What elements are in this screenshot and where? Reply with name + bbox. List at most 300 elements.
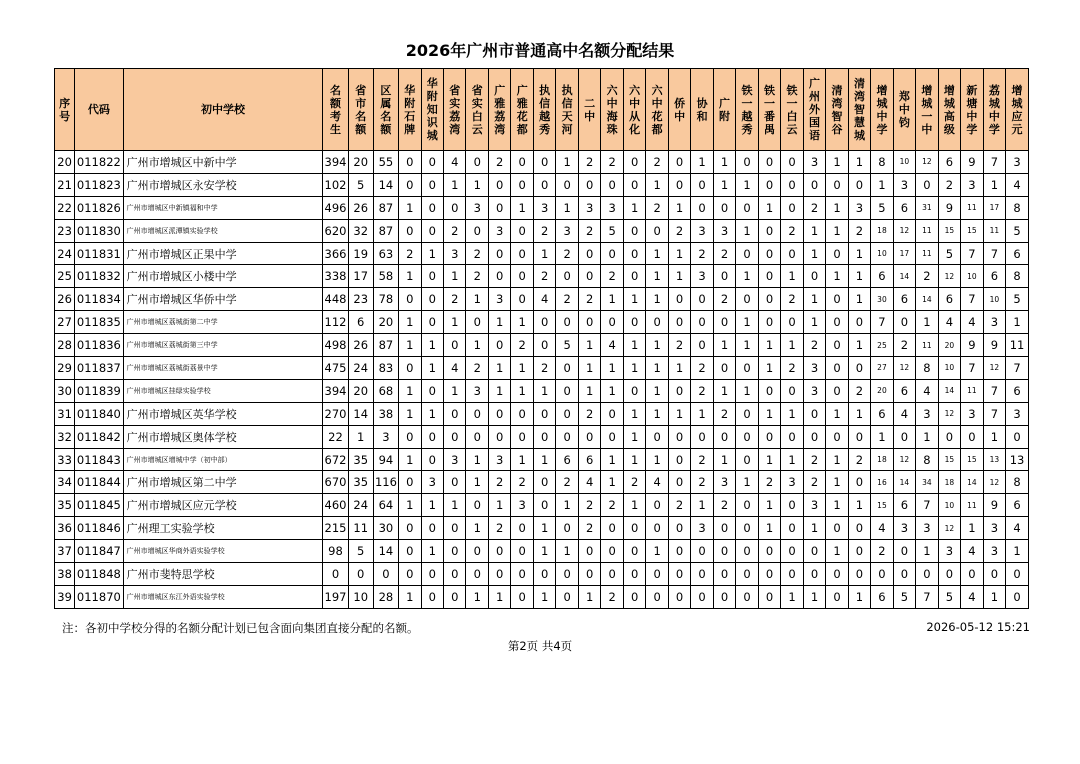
- row-seq-cell: 33: [55, 448, 75, 471]
- quota-cell: 0: [781, 517, 803, 540]
- quota-cell: 0: [803, 173, 825, 196]
- quota-cell: 1: [646, 402, 668, 425]
- quota-cell: 1: [758, 402, 780, 425]
- table-row: [55, 585, 1029, 608]
- quota-cell: 30: [373, 517, 398, 540]
- quota-cell: 17: [348, 265, 373, 288]
- quota-cell: 0: [601, 517, 623, 540]
- quota-cell: 11: [916, 334, 938, 357]
- quota-cell: 4: [916, 379, 938, 402]
- table-row: [55, 334, 1029, 357]
- table-body: [55, 151, 1029, 609]
- table-row: [55, 448, 1029, 471]
- quota-cell: 14: [938, 379, 960, 402]
- quota-cell: 0: [1006, 563, 1029, 586]
- quota-cell: 3: [803, 379, 825, 402]
- quota-cell: 1: [736, 334, 758, 357]
- quota-cell: 1: [578, 585, 600, 608]
- quota-cell: 2: [466, 265, 488, 288]
- quota-cell: 0: [758, 425, 780, 448]
- page-indicator: 第2页 共4页: [507, 639, 573, 653]
- quota-cell: 3: [938, 540, 960, 563]
- column-header: 广 州 外 国 语: [803, 69, 825, 151]
- quota-cell: 2: [803, 471, 825, 494]
- quota-cell: 0: [1006, 585, 1029, 608]
- quota-cell: 0: [421, 151, 443, 174]
- quota-cell: 0: [713, 425, 735, 448]
- school-code-cell: 011847: [75, 540, 123, 563]
- quota-cell: 2: [511, 471, 533, 494]
- quota-cell: 12: [983, 471, 1005, 494]
- quota-cell: 2: [556, 242, 578, 265]
- quota-cell: 8: [1006, 196, 1029, 219]
- quota-cell: 0: [646, 585, 668, 608]
- column-header: 铁 一 越 秀: [736, 69, 758, 151]
- quota-cell: 32: [348, 219, 373, 242]
- quota-cell: 3: [803, 151, 825, 174]
- quota-cell: 3: [373, 425, 398, 448]
- quota-cell: 0: [668, 540, 690, 563]
- quota-cell: 1: [444, 265, 466, 288]
- quota-cell: 1: [758, 494, 780, 517]
- quota-cell: 1: [1006, 540, 1029, 563]
- quota-cell: 1: [421, 494, 443, 517]
- quota-cell: 1: [826, 448, 848, 471]
- school-name-cell: 广州市增城区派潭镇实验学校: [123, 219, 323, 242]
- quota-cell: 2: [444, 288, 466, 311]
- quota-cell: 1: [533, 379, 555, 402]
- quota-cell: 0: [713, 517, 735, 540]
- quota-cell: 0: [578, 540, 600, 563]
- school-code-cell: 011834: [75, 288, 123, 311]
- quota-cell: 0: [444, 540, 466, 563]
- quota-cell: 0: [399, 563, 421, 586]
- quota-cell: 0: [488, 173, 510, 196]
- quota-cell: 1: [758, 357, 780, 380]
- row-seq-cell: 28: [55, 334, 75, 357]
- quota-cell: 1: [578, 334, 600, 357]
- school-name-cell: 广州市增城区奥体学校: [123, 425, 323, 448]
- column-header: 六 中 花 都: [646, 69, 668, 151]
- quota-cell: 0: [623, 173, 645, 196]
- quota-cell: 0: [533, 402, 555, 425]
- quota-cell: 0: [691, 563, 713, 586]
- quota-cell: 15: [938, 448, 960, 471]
- quota-cell: 1: [668, 402, 690, 425]
- quota-cell: 6: [938, 151, 960, 174]
- column-header: 二 中: [578, 69, 600, 151]
- quota-cell: 1: [466, 334, 488, 357]
- quota-cell: 14: [916, 288, 938, 311]
- quota-cell: 23: [348, 288, 373, 311]
- quota-cell: 2: [691, 379, 713, 402]
- quota-cell: 0: [668, 448, 690, 471]
- quota-cell: 8: [1006, 265, 1029, 288]
- quota-cell: 8: [916, 448, 938, 471]
- quota-cell: 0: [533, 471, 555, 494]
- quota-cell: 1: [646, 173, 668, 196]
- quota-cell: 672: [323, 448, 348, 471]
- quota-cell: 0: [713, 563, 735, 586]
- quota-cell: 3: [1006, 402, 1029, 425]
- quota-cell: 34: [916, 471, 938, 494]
- quota-cell: 15: [961, 448, 983, 471]
- quota-cell: 1: [421, 357, 443, 380]
- quota-cell: 3: [466, 196, 488, 219]
- quota-cell: 2: [781, 357, 803, 380]
- quota-cell: 0: [691, 288, 713, 311]
- quota-cell: 1: [601, 471, 623, 494]
- quota-cell: 2: [578, 219, 600, 242]
- quota-cell: 9: [938, 196, 960, 219]
- row-seq-cell: 24: [55, 242, 75, 265]
- quota-cell: 1: [399, 402, 421, 425]
- quota-cell: 3: [713, 471, 735, 494]
- quota-cell: 1: [826, 540, 848, 563]
- row-seq-cell: 32: [55, 425, 75, 448]
- quota-cell: 670: [323, 471, 348, 494]
- table-row: [55, 219, 1029, 242]
- quota-cell: 1: [691, 402, 713, 425]
- quota-cell: 58: [373, 265, 398, 288]
- table-row: [55, 311, 1029, 334]
- quota-cell: 1: [511, 448, 533, 471]
- quota-cell: 0: [736, 494, 758, 517]
- quota-cell: 87: [373, 196, 398, 219]
- quota-cell: 1: [623, 425, 645, 448]
- quota-cell: 394: [323, 379, 348, 402]
- quota-cell: 2: [601, 494, 623, 517]
- table-row: [55, 540, 1029, 563]
- school-name-cell: 广州市斐特思学校: [123, 563, 323, 586]
- row-seq-cell: 38: [55, 563, 75, 586]
- quota-cell: 1: [916, 540, 938, 563]
- quota-cell: 0: [623, 540, 645, 563]
- quota-cell: 2: [893, 334, 915, 357]
- quota-cell: 0: [466, 425, 488, 448]
- quota-cell: 26: [348, 334, 373, 357]
- quota-cell: 18: [938, 471, 960, 494]
- school-code-cell: 011836: [75, 334, 123, 357]
- quota-cell: 0: [466, 540, 488, 563]
- quota-cell: 1: [916, 425, 938, 448]
- column-header: 名 额 考 生: [323, 69, 348, 151]
- quota-cell: 1: [533, 540, 555, 563]
- quota-cell: 3: [444, 448, 466, 471]
- quota-cell: 2: [781, 288, 803, 311]
- quota-cell: 1: [421, 402, 443, 425]
- quota-cell: 0: [556, 425, 578, 448]
- quota-cell: 1: [848, 288, 870, 311]
- quota-cell: 1: [511, 196, 533, 219]
- quota-cell: 496: [323, 196, 348, 219]
- quota-cell: 0: [668, 173, 690, 196]
- quota-cell: 1: [668, 242, 690, 265]
- quota-cell: 7: [916, 494, 938, 517]
- quota-cell: 1: [826, 471, 848, 494]
- quota-cell: 0: [691, 585, 713, 608]
- quota-cell: 0: [736, 151, 758, 174]
- quota-cell: 12: [983, 357, 1005, 380]
- quota-cell: 9: [983, 494, 1005, 517]
- quota-cell: 6: [871, 402, 893, 425]
- quota-cell: 31: [916, 196, 938, 219]
- quota-cell: 3: [983, 540, 1005, 563]
- row-seq-cell: 25: [55, 265, 75, 288]
- row-seq-cell: 36: [55, 517, 75, 540]
- column-header: 增 城 高 级: [938, 69, 960, 151]
- quota-cell: 1: [466, 471, 488, 494]
- quota-cell: 11: [348, 517, 373, 540]
- quota-cell: 0: [444, 563, 466, 586]
- quota-cell: 116: [373, 471, 398, 494]
- quota-cell: 0: [444, 471, 466, 494]
- quota-cell: 3: [691, 517, 713, 540]
- table-header-row: [55, 69, 1029, 151]
- quota-cell: 12: [938, 265, 960, 288]
- school-code-cell: 011831: [75, 242, 123, 265]
- quota-cell: 3: [961, 173, 983, 196]
- row-seq-cell: 20: [55, 151, 75, 174]
- school-name-cell: 广州市增城区英华学校: [123, 402, 323, 425]
- quota-cell: 15: [938, 219, 960, 242]
- quota-cell: 1: [961, 517, 983, 540]
- quota-cell: 14: [348, 402, 373, 425]
- quota-cell: 1: [668, 196, 690, 219]
- quota-cell: 0: [511, 540, 533, 563]
- column-header: 清 湾 智 慧 城: [848, 69, 870, 151]
- quota-cell: 1: [736, 379, 758, 402]
- quota-cell: 0: [578, 242, 600, 265]
- quota-cell: 38: [373, 402, 398, 425]
- quota-cell: 0: [466, 563, 488, 586]
- column-header: 初中学校: [123, 69, 323, 151]
- quota-cell: 6: [1006, 494, 1029, 517]
- quota-cell: 4: [961, 311, 983, 334]
- quota-cell: 1: [348, 425, 373, 448]
- quota-cell: 1: [623, 288, 645, 311]
- quota-cell: 0: [533, 151, 555, 174]
- quota-cell: 10: [983, 288, 1005, 311]
- quota-cell: 0: [533, 563, 555, 586]
- quota-cell: 0: [623, 585, 645, 608]
- school-name-cell: 广州市增城区中新中学: [123, 151, 323, 174]
- row-seq-cell: 23: [55, 219, 75, 242]
- column-header: 区 属 名 额: [373, 69, 398, 151]
- quota-cell: 1: [871, 173, 893, 196]
- column-header: 六 中 海 珠: [601, 69, 623, 151]
- quota-cell: 0: [781, 563, 803, 586]
- quota-cell: 1: [736, 311, 758, 334]
- quota-cell: 1: [488, 585, 510, 608]
- quota-cell: 1: [736, 471, 758, 494]
- document-title: 2026年广州市普通高中名额分配结果: [405, 41, 675, 60]
- quota-cell: 0: [916, 563, 938, 586]
- quota-cell: 0: [511, 517, 533, 540]
- school-code-cell: 011822: [75, 151, 123, 174]
- quota-cell: 2: [781, 219, 803, 242]
- quota-cell: 12: [938, 517, 960, 540]
- quota-cell: 1: [736, 219, 758, 242]
- quota-cell: 0: [421, 196, 443, 219]
- quota-cell: 0: [758, 563, 780, 586]
- quota-cell: 0: [893, 425, 915, 448]
- quota-cell: 1: [578, 357, 600, 380]
- column-header: 六 中 从 化: [623, 69, 645, 151]
- quota-cell: 1: [533, 448, 555, 471]
- quota-cell: 3: [803, 357, 825, 380]
- quota-cell: 0: [444, 425, 466, 448]
- quota-cell: 1: [983, 585, 1005, 608]
- quota-cell: 0: [623, 379, 645, 402]
- quota-cell: 0: [533, 334, 555, 357]
- quota-cell: 6: [556, 448, 578, 471]
- quota-cell: 0: [803, 425, 825, 448]
- quota-cell: 10: [348, 585, 373, 608]
- quota-cell: 1: [826, 265, 848, 288]
- quota-cell: 0: [668, 151, 690, 174]
- table-row: [55, 357, 1029, 380]
- quota-cell: 0: [623, 265, 645, 288]
- quota-cell: 0: [511, 402, 533, 425]
- quota-cell: 0: [713, 585, 735, 608]
- print-timestamp: 2026-05-12 15:21: [926, 620, 1030, 634]
- quota-cell: 11: [916, 242, 938, 265]
- quota-cell: 2: [578, 151, 600, 174]
- quota-cell: 0: [871, 563, 893, 586]
- quota-cell: 11: [961, 494, 983, 517]
- quota-cell: 0: [893, 563, 915, 586]
- quota-cell: 2: [803, 196, 825, 219]
- quota-cell: 0: [488, 196, 510, 219]
- quota-cell: 0: [421, 425, 443, 448]
- column-header: 新 塘 中 学: [961, 69, 983, 151]
- quota-cell: 1: [399, 448, 421, 471]
- quota-cell: 0: [938, 563, 960, 586]
- quota-cell: 3: [961, 402, 983, 425]
- quota-cell: 0: [623, 563, 645, 586]
- quota-cell: 98: [323, 540, 348, 563]
- quota-cell: 4: [961, 585, 983, 608]
- row-seq-cell: 27: [55, 311, 75, 334]
- quota-cell: 2: [668, 219, 690, 242]
- quota-cell: 4: [578, 471, 600, 494]
- quota-cell: 0: [488, 402, 510, 425]
- quota-cell: 0: [1006, 425, 1029, 448]
- school-code-cell: 011846: [75, 517, 123, 540]
- quota-cell: 3: [578, 196, 600, 219]
- quota-cell: 3: [713, 219, 735, 242]
- quota-cell: 1: [623, 334, 645, 357]
- quota-cell: 1: [466, 173, 488, 196]
- quota-cell: 0: [848, 563, 870, 586]
- quota-cell: 1: [713, 334, 735, 357]
- school-name-cell: 广州市增城区应元学校: [123, 494, 323, 517]
- quota-cell: 0: [938, 425, 960, 448]
- quota-cell: 1: [444, 311, 466, 334]
- school-code-cell: 011870: [75, 585, 123, 608]
- quota-cell: 1: [623, 402, 645, 425]
- quota-cell: 2: [444, 219, 466, 242]
- quota-cell: 2: [578, 402, 600, 425]
- column-header: 清 湾 智 谷: [826, 69, 848, 151]
- quota-cell: 0: [421, 517, 443, 540]
- row-seq-cell: 37: [55, 540, 75, 563]
- quota-cell: 620: [323, 219, 348, 242]
- quota-cell: 1: [713, 379, 735, 402]
- quota-cell: 0: [556, 379, 578, 402]
- column-header: 代码: [75, 69, 123, 151]
- quota-cell: 0: [803, 265, 825, 288]
- quota-cell: 0: [668, 311, 690, 334]
- quota-cell: 0: [736, 585, 758, 608]
- quota-cell: 0: [668, 517, 690, 540]
- quota-cell: 25: [871, 334, 893, 357]
- quota-cell: 2: [488, 471, 510, 494]
- quota-cell: 0: [826, 357, 848, 380]
- table-row: [55, 196, 1029, 219]
- quota-cell: 0: [623, 219, 645, 242]
- quota-cell: 6: [1006, 379, 1029, 402]
- column-header: 执 信 天 河: [556, 69, 578, 151]
- quota-cell: 0: [646, 425, 668, 448]
- quota-cell: 2: [578, 494, 600, 517]
- row-seq-cell: 21: [55, 173, 75, 196]
- quota-cell: 0: [601, 311, 623, 334]
- quota-cell: 0: [399, 151, 421, 174]
- quota-cell: 1: [713, 448, 735, 471]
- quota-cell: 4: [533, 288, 555, 311]
- quota-cell: 0: [983, 563, 1005, 586]
- quota-cell: 1: [713, 173, 735, 196]
- quota-cell: 2: [646, 151, 668, 174]
- quota-cell: 0: [373, 563, 398, 586]
- quota-cell: 24: [348, 494, 373, 517]
- table-row: [55, 242, 1029, 265]
- quota-cell: 6: [983, 265, 1005, 288]
- quota-cell: 0: [556, 265, 578, 288]
- quota-cell: 4: [444, 151, 466, 174]
- quota-cell: 1: [983, 425, 1005, 448]
- quota-cell: 11: [916, 219, 938, 242]
- quota-cell: 1: [736, 265, 758, 288]
- quota-cell: 14: [893, 471, 915, 494]
- quota-cell: 2: [466, 242, 488, 265]
- quota-cell: 0: [691, 196, 713, 219]
- quota-cell: 3: [511, 494, 533, 517]
- quota-cell: 30: [871, 288, 893, 311]
- quota-cell: 8: [871, 151, 893, 174]
- quota-cell: 0: [601, 563, 623, 586]
- quota-cell: 0: [601, 540, 623, 563]
- quota-cell: 63: [373, 242, 398, 265]
- quota-cell: 0: [893, 311, 915, 334]
- school-code-cell: 011842: [75, 425, 123, 448]
- quota-cell: 0: [399, 471, 421, 494]
- quota-cell: 0: [601, 173, 623, 196]
- quota-cell: 1: [623, 196, 645, 219]
- quota-cell: 1: [444, 379, 466, 402]
- quota-cell: 1: [511, 311, 533, 334]
- quota-cell: 1: [466, 448, 488, 471]
- quota-cell: 5: [893, 585, 915, 608]
- quota-cell: 1: [399, 494, 421, 517]
- quota-cell: 2: [916, 265, 938, 288]
- quota-cell: 0: [623, 311, 645, 334]
- quota-cell: 12: [916, 151, 938, 174]
- quota-cell: 0: [781, 494, 803, 517]
- quota-cell: 2: [601, 265, 623, 288]
